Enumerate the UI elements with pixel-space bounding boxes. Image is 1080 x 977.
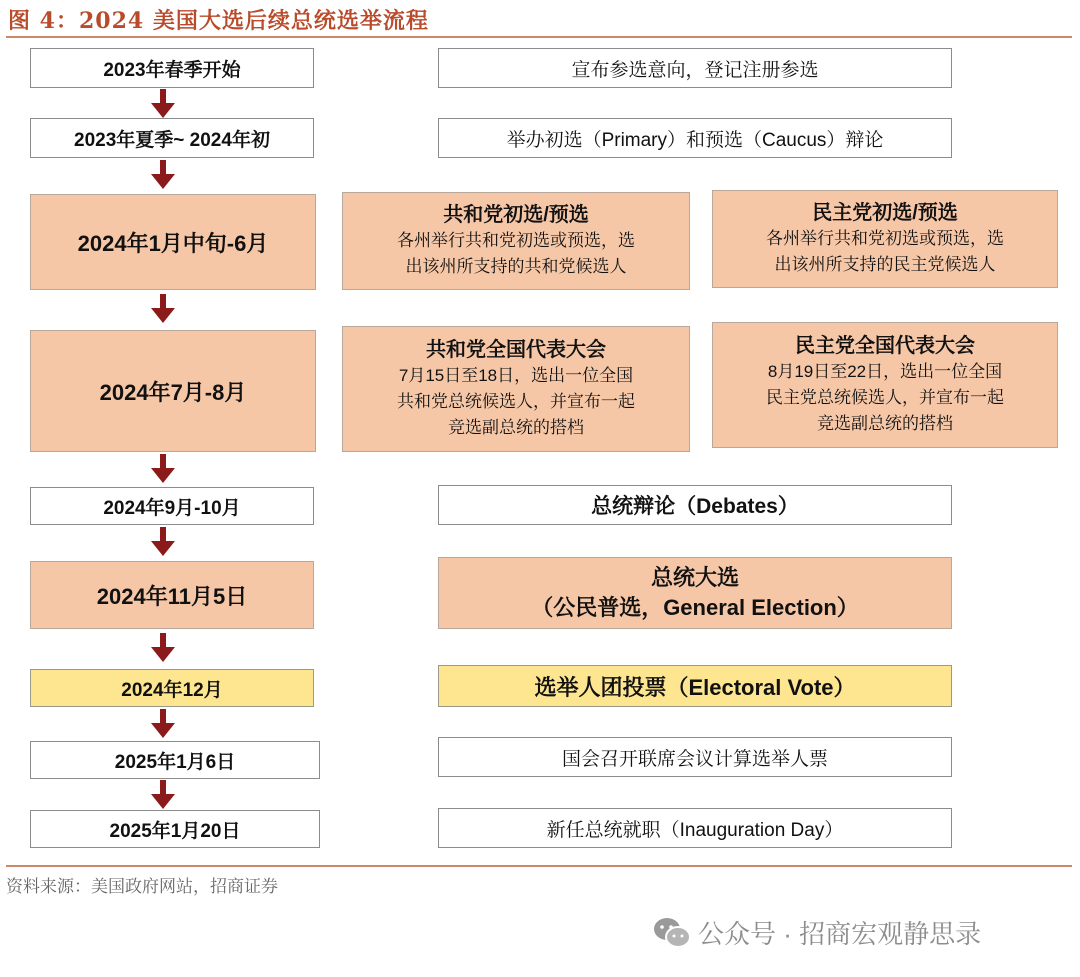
date-box-9: 2025年1月20日	[30, 810, 320, 848]
down-arrow-icon	[150, 294, 176, 324]
dem-convention-box	[712, 322, 1058, 448]
footer-rule	[6, 865, 1072, 867]
desc-box-9: 新任总统就职（Inauguration Day）	[438, 808, 952, 848]
down-arrow-icon	[150, 527, 176, 557]
desc-box-5: 总统辩论（Debates）	[438, 485, 952, 525]
down-arrow-icon	[150, 780, 176, 810]
date-box-5: 2024年9月-10月	[30, 487, 314, 525]
gop-convention-title: 共和党全国代表大会	[426, 339, 606, 361]
title-rule	[6, 36, 1072, 38]
watermark-text: 公众号 · 招商宏观静思录	[698, 919, 982, 949]
dem-convention-line-1: 8月19日至22日，选出一位全国	[767, 362, 1003, 381]
down-arrow-icon	[150, 89, 176, 119]
watermark	[652, 914, 981, 951]
desc-box-6	[438, 557, 952, 629]
wechat-icon	[652, 916, 692, 950]
dem-primary-box	[712, 190, 1058, 288]
source-note: 资料来源：美国政府网站，招商证券	[6, 877, 278, 897]
dem-primary-line-2: 出该州所支持的民主党候选人	[774, 255, 996, 274]
gop-primary-line-1: 各州举行共和党初选或预选，选	[397, 231, 635, 250]
gop-convention-line-3: 竞选副总统的搭档	[448, 418, 584, 437]
date-box-2: 2023年夏季~ 2024年初	[30, 118, 314, 158]
date-box-1: 2023年春季开始	[30, 48, 314, 88]
date-box-4: 2024年7月-8月	[30, 330, 316, 452]
date-box-7: 2024年12月	[30, 669, 314, 707]
down-arrow-icon	[150, 160, 176, 190]
desc-box-2: 举办初选（Primary）和预选（Caucus）辩论	[438, 118, 952, 158]
desc-box-1: 宣布参选意向，登记注册参选	[438, 48, 952, 88]
gop-primary-box	[342, 192, 690, 290]
gop-convention-box	[342, 326, 690, 452]
date-box-8: 2025年1月6日	[30, 741, 320, 779]
dem-primary-line-1: 各州举行共和党初选或预选，选	[766, 229, 1004, 248]
dem-convention-line-3: 竞选副总统的搭档	[817, 414, 953, 433]
date-box-6: 2024年11月5日	[30, 561, 314, 629]
gop-primary-title: 共和党初选/预选	[443, 204, 589, 226]
gop-convention-line-2: 共和党总统候选人，并宣布一起	[397, 392, 635, 411]
figure-title: 图 4：2024 美国大选后续总统选举流程	[8, 8, 429, 34]
date-box-3: 2024年1月中旬-6月	[30, 194, 316, 290]
down-arrow-icon	[150, 454, 176, 484]
down-arrow-icon	[150, 633, 176, 663]
dem-convention-title: 民主党全国代表大会	[795, 335, 975, 357]
desc-box-7: 选举人团投票（Electoral Vote）	[438, 665, 952, 707]
gop-primary-line-2: 出该州所支持的共和党候选人	[405, 257, 627, 276]
desc-box-6-line-1: 总统大选	[650, 565, 739, 590]
gop-convention-line-1: 7月15日至18日，选出一位全国	[398, 366, 634, 385]
dem-primary-title: 民主党初选/预选	[812, 202, 958, 224]
down-arrow-icon	[150, 709, 176, 739]
desc-box-6-line-2: （公民普选，General Election）	[531, 595, 859, 620]
desc-box-8: 国会召开联席会议计算选举人票	[438, 737, 952, 777]
dem-convention-line-2: 民主党总统候选人，并宣布一起	[766, 388, 1004, 407]
